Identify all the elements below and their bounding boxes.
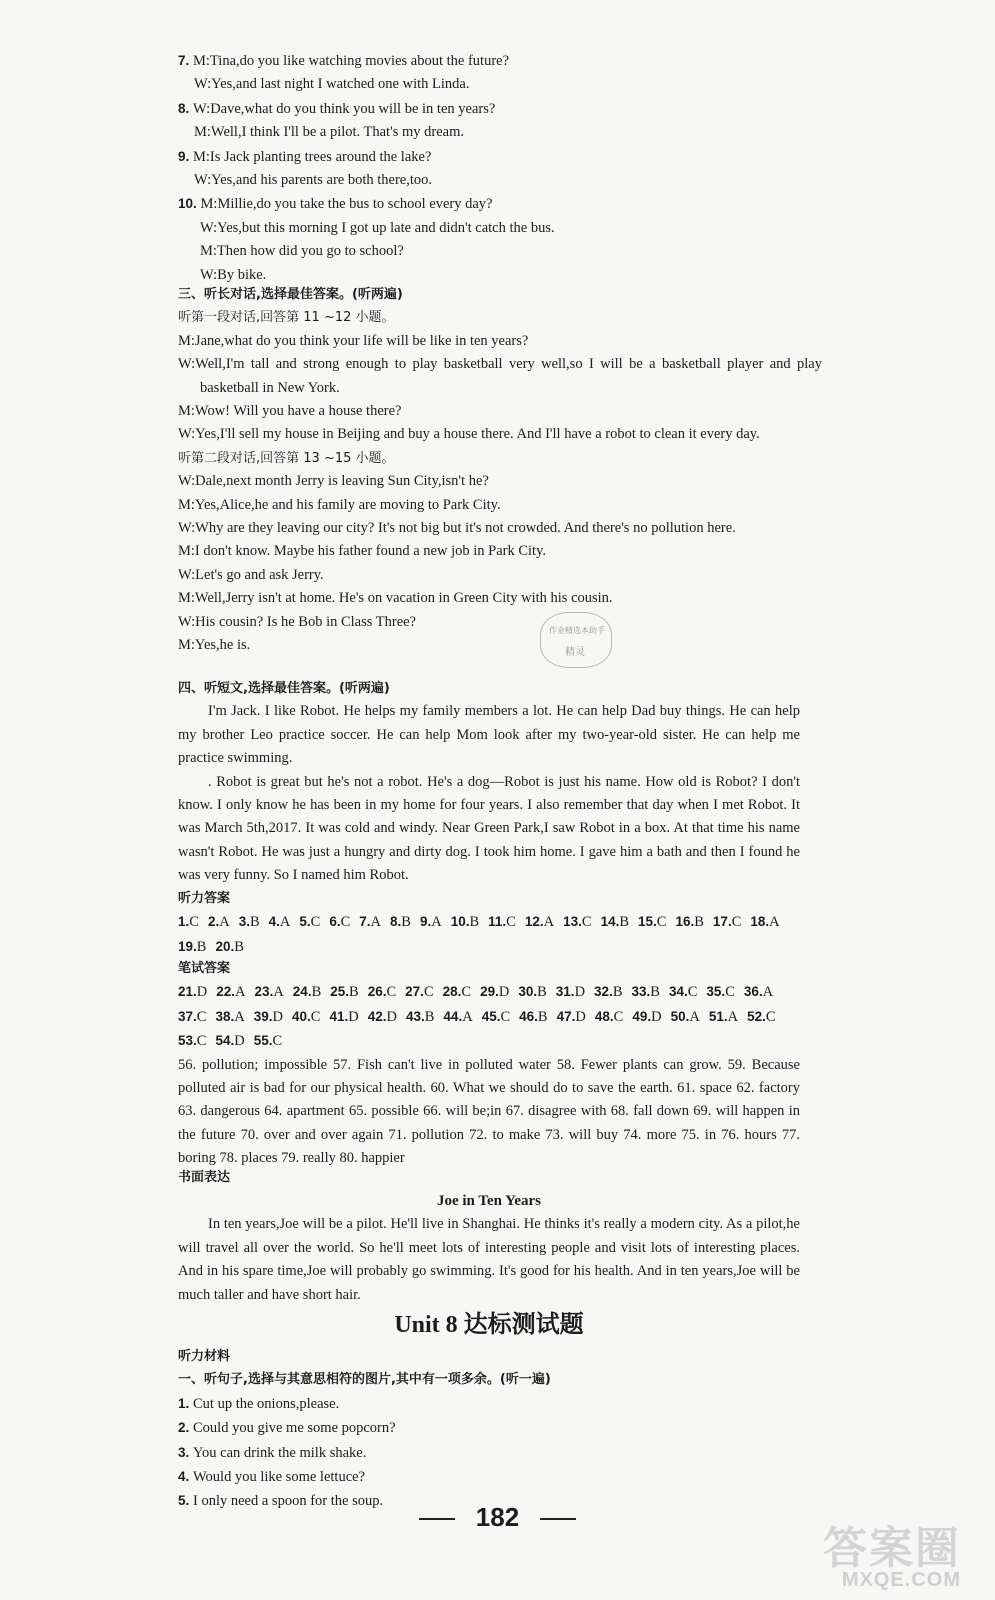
answer-value: A	[370, 914, 381, 931]
answer-item	[293, 980, 321, 1004]
answer-item	[632, 980, 660, 1004]
answer-number: 21.	[178, 984, 197, 1000]
material-label: 听力材料	[178, 1349, 231, 1364]
answer-value: A	[234, 1008, 245, 1025]
answer-item	[744, 980, 773, 1004]
answer-number: 28.	[442, 984, 462, 1000]
answer-number: 30.	[518, 984, 538, 1000]
section-4-paragraph-1: I'm Jack. I like Robot. He helps my family members a lot. He can help Dad buy things. He can help my brother Leo practice soccer. He can help Mom look after my two-year-old sister. He can help me practice swimming.	[178, 703, 800, 767]
dialog-line: M:Wow! Will you have a house there?	[178, 403, 402, 420]
answer-value: B	[424, 1008, 435, 1025]
sentence-text: I only need a spoon for the soup.	[193, 1493, 384, 1510]
dialog-number: 7.	[178, 53, 194, 68]
dialog-line: M:Jane,what do you think your life will be like in ten years?	[178, 332, 529, 349]
answer-value: C	[272, 1033, 283, 1050]
dialog-number: 10.	[178, 196, 201, 212]
answer-number: 35.	[706, 984, 726, 1000]
answer-item	[299, 910, 320, 934]
sentence-text: You can drink the milk shake.	[193, 1444, 367, 1461]
answer-value: C	[310, 914, 321, 931]
answer-value: C	[613, 1008, 624, 1025]
dialog-line: W:Dale,next month Jerry is leaving Sun City,isn't he?	[178, 473, 489, 490]
answer-value: C	[189, 914, 199, 931]
listening-answers-heading: 听力答案	[178, 891, 231, 906]
answer-value: B	[619, 914, 630, 931]
answer-value: A	[431, 914, 442, 931]
answer-value: B	[349, 984, 359, 1001]
dialog-line	[178, 217, 818, 240]
answer-value: B	[469, 914, 480, 931]
dialog-line	[178, 240, 818, 263]
answer-value: D	[574, 984, 586, 1001]
sentence-number: 2.	[178, 1420, 194, 1436]
part-2-label: 听第二段对话,回答第 13 ~15 小题。	[178, 450, 395, 466]
answer-item	[178, 1029, 206, 1053]
answer-number: 13.	[563, 914, 582, 930]
answer-value: A	[762, 984, 774, 1001]
answer-number: 32.	[594, 984, 613, 1000]
dialog-text: M:Millie,do you take the bus to school every day?	[200, 196, 493, 213]
dialog-text: M:Is Jack planting trees around the lake?	[193, 148, 432, 165]
dialog-text: W:Yes,but this morning I got up late and didn't catch the bus.	[200, 219, 555, 236]
answer-number: 46.	[519, 1008, 538, 1024]
answer-value: D	[575, 1008, 586, 1025]
sentence-line	[178, 1392, 800, 1416]
section-3-heading: 三、听长对话,选择最佳答案。(听两遍)	[178, 287, 403, 302]
answer-number: 54.	[215, 1033, 235, 1049]
answer-item	[178, 980, 207, 1004]
answer-item	[405, 980, 433, 1004]
page-number: 182	[475, 1502, 520, 1532]
sentence-text: Could you give me some popcorn?	[193, 1420, 396, 1437]
dialog-line: M:Yes,Alice,he and his family are moving to Park City.	[178, 496, 501, 513]
written-answers	[178, 957, 800, 1171]
dialog-list	[178, 49, 818, 287]
answer-number: 23.	[254, 984, 274, 1000]
answer-item	[406, 1005, 434, 1029]
answer-item	[254, 1005, 283, 1029]
answer-item	[330, 980, 358, 1004]
answer-item	[390, 910, 411, 934]
dialog-text: W:Yes,and his parents are both there,too.	[194, 172, 432, 189]
stamp	[540, 612, 612, 668]
dialog-line	[178, 73, 818, 96]
answer-number: 2.	[207, 914, 220, 930]
writing-section	[178, 1166, 800, 1307]
answer-number: 18.	[750, 914, 770, 930]
answer-value: C	[731, 914, 742, 931]
answer-item	[713, 910, 741, 934]
answer-number: 36.	[743, 984, 763, 1000]
answer-item	[750, 910, 779, 934]
answer-number: 31.	[555, 984, 575, 1000]
answer-value: A	[689, 1008, 700, 1025]
dialog-number: 9.	[178, 148, 194, 164]
sentence-line	[178, 1465, 800, 1489]
answer-item	[601, 910, 629, 934]
answer-value: B	[401, 914, 411, 931]
answer-item	[443, 1005, 472, 1029]
section-4	[178, 677, 800, 888]
dialog-text: M:Then how did you go to school?	[200, 243, 404, 260]
answer-item	[747, 1005, 775, 1029]
answer-number: 20.	[215, 938, 235, 954]
sentence-number: 5.	[178, 1493, 194, 1509]
answer-value: C	[687, 984, 698, 1001]
answer-number: 48.	[594, 1008, 614, 1024]
dialog-line: W:Let's go and ask Jerry.	[178, 566, 324, 583]
answer-value: C	[765, 1008, 776, 1025]
answer-number: 11.	[488, 914, 507, 930]
dialog-number: 8.	[178, 100, 194, 116]
answer-item	[443, 980, 471, 1004]
answer-item	[178, 910, 199, 934]
answer-number: 43.	[405, 1008, 425, 1024]
answer-item	[594, 980, 622, 1004]
watermark-text: 答案圈	[823, 1524, 961, 1573]
answer-value: D	[234, 1033, 245, 1050]
answer-value: B	[612, 984, 623, 1001]
answer-value: C	[581, 914, 592, 931]
answer-value: A	[462, 1008, 473, 1025]
answer-number: 25.	[330, 984, 350, 1000]
answer-value: A	[219, 914, 230, 931]
section-4-paragraph-2: . Robot is great but he's not a robot. He's a dog—Robot is just his name. How old is Robot? I don't know. I only know he has been in my home for four years. I also remember that day when I met Robot. It was March 5th,2017. It was cold and windy. Near Green Park,I saw Robot in a box. At that time his name wasn't Robot. He was just a hungry and dirty dog. I took him home. I gave him a bath and then I found he was very funny. So I named him Robot.	[178, 773, 800, 884]
writing-heading: 书面表达	[178, 1170, 231, 1185]
written-answers-heading: 笔试答案	[178, 961, 231, 976]
answer-value: B	[196, 938, 207, 955]
answer-number: 53.	[178, 1033, 197, 1049]
answer-item	[368, 980, 396, 1004]
answer-item	[675, 910, 703, 934]
answer-item	[178, 1005, 206, 1029]
answer-item	[595, 1005, 623, 1029]
dialog-line: M:Well,Jerry isn't at home. He's on vacation in Green City with his cousin.	[178, 590, 613, 607]
answer-item	[239, 910, 260, 934]
stamp-text-2: 精灵	[565, 647, 585, 658]
answer-value: A	[273, 984, 284, 1001]
answer-value: B	[234, 938, 244, 955]
unit-8	[178, 1303, 800, 1514]
answer-value: D	[348, 1008, 359, 1025]
part-2-dialog	[178, 470, 818, 657]
dialog-line	[178, 192, 818, 216]
answer-item	[488, 910, 516, 934]
dialogs-top	[178, 49, 818, 287]
unit8-section-1-heading: 一、听句子,选择与其意思相符的图片,其中有一项多余。(听一遍)	[178, 1372, 551, 1388]
answer-number: 26.	[367, 984, 387, 1000]
answer-number: 55.	[253, 1033, 273, 1049]
answer-value: B	[650, 984, 660, 1001]
answer-item	[557, 1005, 586, 1029]
answer-number: 41.	[329, 1008, 349, 1024]
answer-item	[368, 1005, 397, 1029]
answer-value: A	[279, 914, 291, 931]
answer-item	[556, 980, 585, 1004]
dialog-line: W:His cousin? Is he Bob in Class Three?	[178, 613, 416, 630]
answer-number: 1.	[178, 914, 190, 930]
answer-value: D	[651, 1008, 662, 1025]
answer-number: 3.	[238, 914, 250, 930]
answer-number: 6.	[329, 914, 341, 930]
answer-item	[208, 910, 230, 934]
answer-item	[215, 1005, 244, 1029]
answer-value: D	[196, 984, 208, 1001]
answer-item	[292, 1005, 320, 1029]
answer-item	[451, 910, 479, 934]
listening-answer-list	[178, 910, 800, 959]
answer-value: C	[506, 914, 516, 931]
answer-number: 49.	[632, 1008, 652, 1024]
dialog-line: W:Yes,I'll sell my house in Beijing and buy a house there. And I'll have a robot to clean it every day.	[178, 426, 760, 443]
dialog-line: M:I don't know. Maybe his father found a new job in Park City.	[178, 543, 547, 560]
answer-value: B	[694, 914, 704, 931]
dialog-line: W:Why are they leaving our city? It's not big but it's not crowded. And there's no pollution here.	[178, 520, 736, 537]
sentence-line	[178, 1416, 800, 1440]
answer-number: 14.	[600, 914, 620, 930]
dialog-line	[178, 145, 818, 169]
answer-number: 51.	[708, 1008, 728, 1024]
answer-number: 15.	[638, 914, 657, 930]
answer-number: 7.	[359, 914, 371, 930]
answer-item	[525, 910, 554, 934]
answer-item	[215, 1029, 244, 1053]
answer-value: D	[498, 984, 510, 1001]
unit-title: Unit 8 达标测试题	[394, 1312, 584, 1338]
answer-number: 8.	[390, 914, 402, 930]
answer-item	[518, 980, 546, 1004]
answer-item	[669, 980, 697, 1004]
section-3	[178, 283, 822, 658]
answer-number: 27.	[405, 984, 424, 1000]
dialog-line: W:Well,I'm tall and strong enough to play basketball very well,so I will be a basketball player and play basketball in New York.	[178, 356, 822, 396]
answer-value: C	[386, 984, 397, 1001]
answer-value: C	[725, 984, 735, 1001]
footer-dash-left	[419, 1518, 455, 1520]
answer-value: C	[340, 914, 351, 931]
answer-item	[269, 910, 291, 934]
answer-number: 10.	[450, 914, 470, 930]
part-1-dialog	[178, 330, 822, 447]
answer-number: 5.	[299, 914, 311, 930]
answer-value: A	[769, 914, 780, 931]
answer-number: 45.	[481, 1008, 501, 1024]
dialog-text: M:Tina,do you like watching movies about the future?	[193, 53, 510, 69]
answer-value: C	[310, 1008, 321, 1025]
answer-number: 16.	[675, 914, 695, 930]
answer-number: 38.	[215, 1008, 235, 1024]
answer-value: D	[386, 1008, 397, 1025]
watermark-domain: MXQE.COM	[841, 1569, 961, 1591]
answer-item	[482, 1005, 510, 1029]
answer-value: D	[272, 1008, 283, 1025]
answer-item	[638, 910, 666, 934]
answer-value: C	[461, 984, 472, 1001]
sentence-number: 3.	[178, 1444, 194, 1460]
dialog-line: M:Yes,he is.	[178, 637, 251, 654]
answer-value: C	[423, 984, 434, 1001]
answer-number: 50.	[670, 1008, 690, 1024]
answer-value: B	[311, 984, 322, 1001]
answer-number: 47.	[556, 1008, 576, 1024]
answer-number: 40.	[291, 1008, 311, 1024]
answer-number: 4.	[268, 914, 280, 930]
essay-title: Joe in Ten Years	[436, 1193, 542, 1210]
answer-value: C	[500, 1008, 511, 1025]
sentence-number: 4.	[178, 1469, 194, 1485]
dialog-text: W:Yes,and last night I watched one with Linda.	[194, 76, 470, 93]
answer-number: 24.	[292, 984, 312, 1000]
footer-dash-right	[540, 1518, 576, 1520]
answer-item	[329, 1005, 358, 1029]
answer-number: 52.	[747, 1008, 766, 1024]
dialog-text: M:Well,I think I'll be a pilot. That's my dream.	[194, 124, 464, 141]
answer-item	[359, 910, 381, 934]
answer-number: 12.	[524, 914, 544, 930]
answer-number: 22.	[216, 984, 236, 1000]
answer-number: 17.	[712, 914, 732, 930]
answer-item	[255, 980, 284, 1004]
answer-item	[706, 980, 734, 1004]
sentence-text: Cut up the onions,please.	[193, 1395, 340, 1412]
answer-value: C	[196, 1033, 207, 1050]
answer-item	[480, 980, 509, 1004]
answer-number: 39.	[253, 1008, 273, 1024]
answer-number: 42.	[367, 1008, 387, 1024]
sentence-number: 1.	[178, 1395, 194, 1411]
answer-item	[563, 910, 591, 934]
written-text-answers: 56. pollution; impossible 57. Fish can't live in polluted water 58. Fewer plants can grow. 59. Because polluted air is bad for our physical health. 60. What we should do to save the earth. 61. space 62. factory 63. dangerous 64. apartment 65. possible 66. will be;in 67. disagree with 68. fall down 69. will happen in the future 70. over and over again 71. pollution 72. to make 73. will buy 74. more 75. in 76. hours 77. boring 78. places 79. really 80. happier	[178, 1056, 800, 1167]
answer-value: B	[537, 984, 547, 1001]
watermark-logo	[791, 1512, 971, 1592]
answer-item	[216, 980, 245, 1004]
written-answer-list	[178, 980, 800, 1053]
dialog-line	[178, 97, 818, 121]
answer-number: 9.	[419, 914, 432, 930]
listening-answers	[178, 887, 800, 959]
answer-item	[329, 910, 350, 934]
answer-value: A	[727, 1008, 739, 1025]
answer-number: 44.	[443, 1008, 463, 1024]
sentence-text: Would you like some lettuce?	[193, 1469, 365, 1486]
answer-number: 37.	[178, 1008, 197, 1024]
essay-body: In ten years,Joe will be a pilot. He'll live in Shanghai. He thinks it's really a modern city. As a pilot,he will travel all over the world. So he'll meet lots of interesting people and visit lots of interesting places. And in his spare time,Joe will probably go swimming. It's good for his health. And in ten years,Joe will be much taller and have short hair.	[178, 1216, 800, 1303]
unit8-sentence-list	[178, 1392, 800, 1514]
stamp-text-1: 作业精选本助手	[549, 626, 605, 635]
answer-number: 34.	[668, 984, 688, 1000]
part-1-label: 听第一段对话,回答第 11 ~12 小题。	[178, 310, 395, 326]
answer-value: C	[656, 914, 667, 931]
answer-value: C	[196, 1008, 207, 1025]
dialog-text: W:Dave,what do you think you will be in ten years?	[193, 100, 496, 117]
answer-item	[254, 1029, 282, 1053]
answer-number: 33.	[631, 984, 651, 1000]
answer-number: 19.	[178, 938, 197, 954]
section-4-heading: 四、听短文,选择最佳答案。(听两遍)	[178, 681, 390, 696]
answer-value: A	[235, 984, 246, 1001]
answer-value: B	[249, 914, 260, 931]
answer-item	[632, 1005, 661, 1029]
answer-value: A	[543, 914, 555, 931]
answer-value: B	[537, 1008, 548, 1025]
sentence-line	[178, 1441, 800, 1465]
answer-item	[178, 935, 206, 959]
answer-item	[519, 1005, 547, 1029]
answer-item	[671, 1005, 700, 1029]
dialog-line	[178, 169, 818, 192]
answer-number: 29.	[480, 984, 499, 1000]
dialog-text: W:By bike.	[200, 266, 267, 283]
dialog-line	[178, 121, 818, 144]
answer-item	[709, 1005, 738, 1029]
answer-item	[420, 910, 442, 934]
answer-item	[215, 935, 243, 959]
dialog-line	[178, 49, 818, 73]
